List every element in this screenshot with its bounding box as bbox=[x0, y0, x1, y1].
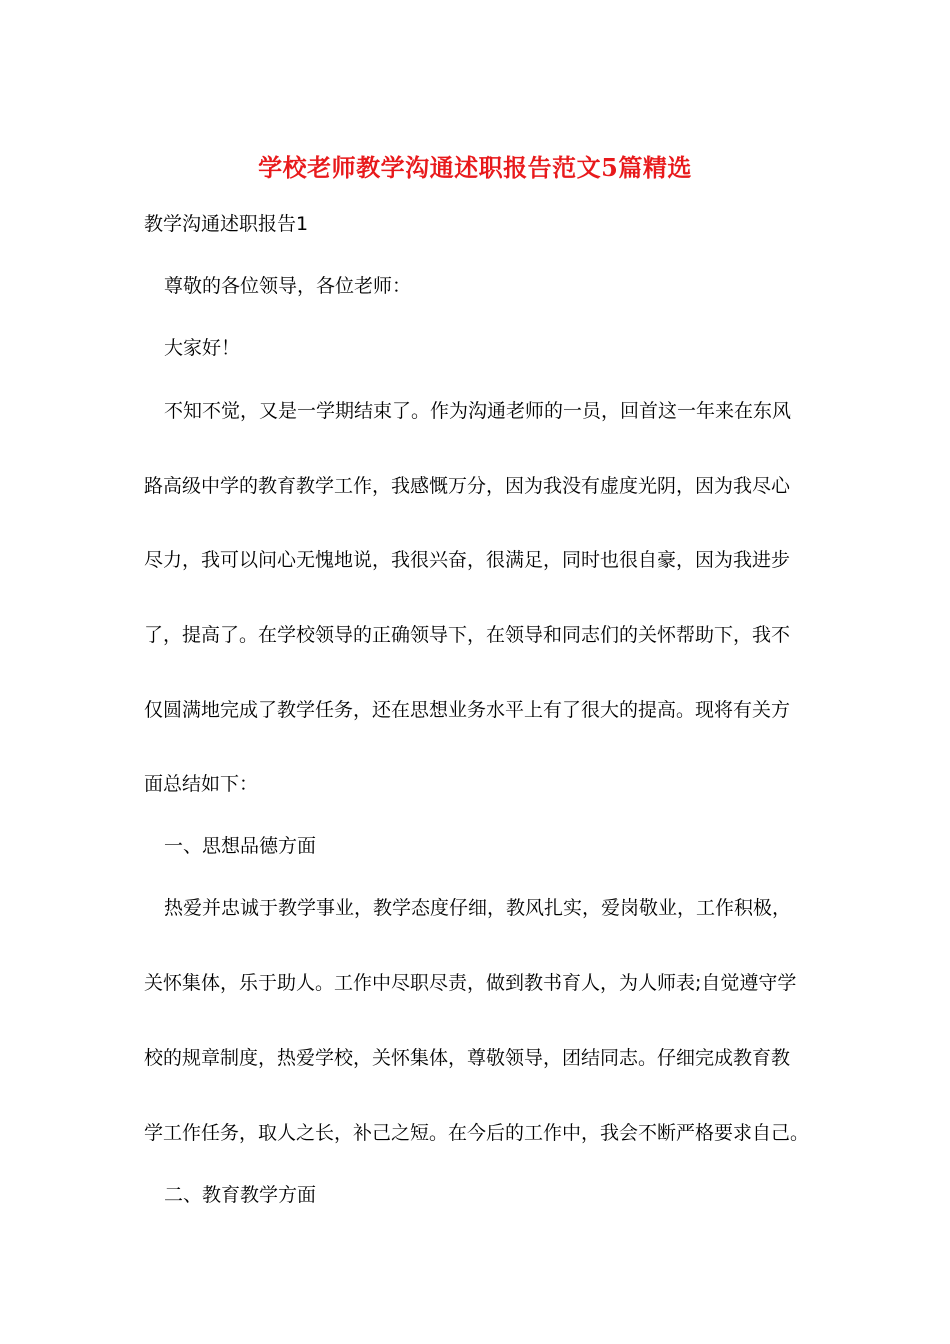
paragraph-line: 热爱并忠诚于教学事业，教学态度仔细，教风扎实，爱岗敬业，工作积极， bbox=[164, 897, 792, 919]
paragraph-line: 学工作任务，取人之长，补己之短。在今后的工作中，我会不断严格要求自己。 bbox=[144, 1122, 810, 1144]
paragraph-line: 不知不觉，又是一学期结束了。作为沟通老师的一员，回首这一年来在东风 bbox=[164, 400, 792, 422]
paragraph-line: 关怀集体，乐于助人。工作中尽职尽责，做到教书育人，为人师表;自觉遵守学 bbox=[144, 972, 797, 994]
section-heading: 教学沟通述职报告1 bbox=[144, 213, 309, 235]
salutation: 尊敬的各位领导，各位老师： bbox=[164, 275, 412, 297]
greeting: 大家好！ bbox=[164, 337, 241, 359]
paragraph-line: 面总结如下： bbox=[144, 773, 259, 795]
paragraph-line: 仅圆满地完成了教学任务，还在思想业务水平上有了很大的提高。现将有关方 bbox=[144, 699, 791, 721]
subsection-heading: 一、思想品德方面 bbox=[164, 835, 317, 857]
paragraph-line: 路高级中学的教育教学工作，我感慨万分，因为我没有虚度光阴，因为我尽心 bbox=[144, 475, 791, 497]
document-title: 学校老师教学沟通述职报告范文5篇精选 bbox=[258, 153, 692, 182]
subsection-heading: 二、教育教学方面 bbox=[164, 1184, 317, 1206]
paragraph-line: 了，提高了。在学校领导的正确领导下，在领导和同志们的关怀帮助下，我不 bbox=[144, 624, 791, 646]
paragraph-line: 尽力，我可以问心无愧地说，我很兴奋，很满足，同时也很自豪，因为我进步 bbox=[144, 549, 791, 571]
paragraph-line: 校的规章制度，热爱学校，关怀集体，尊敬领导，团结同志。仔细完成教育教 bbox=[144, 1047, 791, 1069]
